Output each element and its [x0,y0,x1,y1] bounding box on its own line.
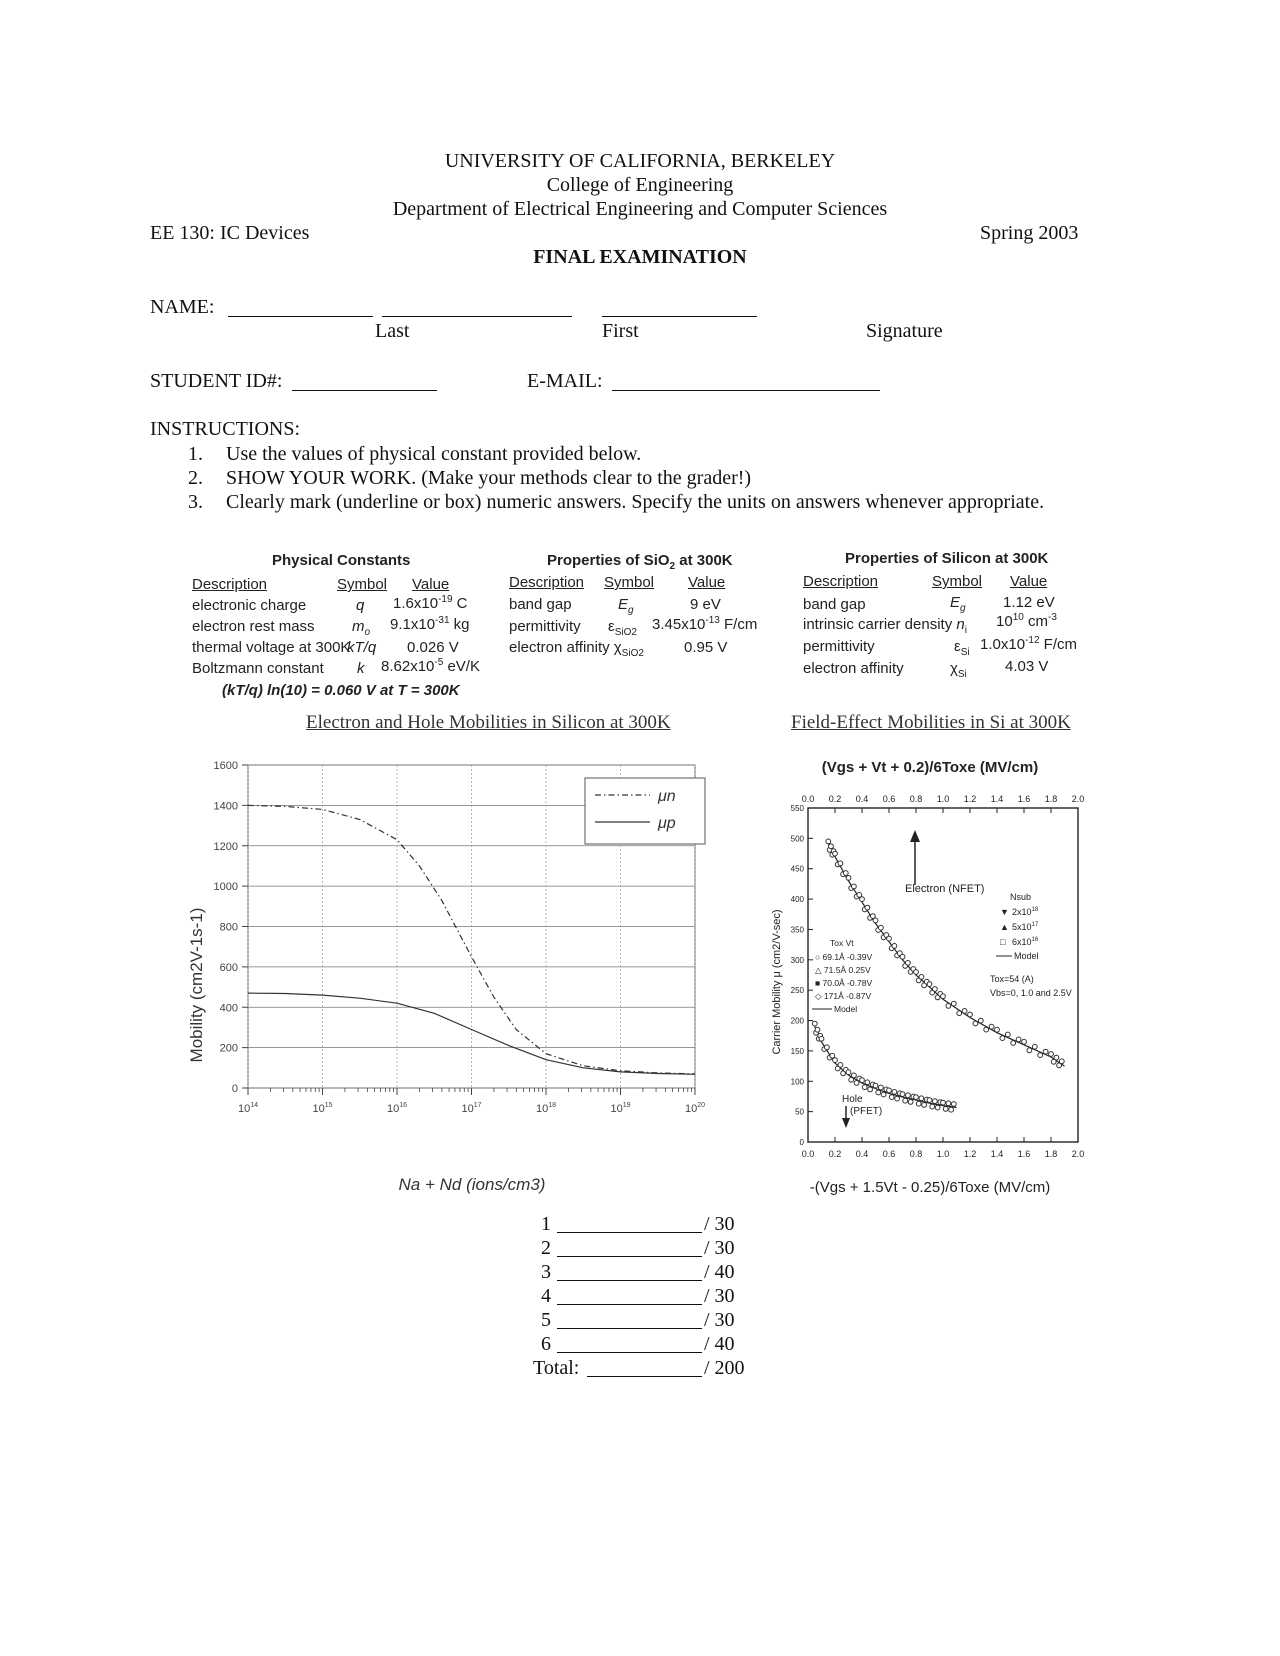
score-blank[interactable] [557,1304,702,1305]
x-tick-label: $10^{18}$ [535,1102,557,1115]
hole-data-point [941,1100,946,1105]
phys-row-desc: thermal voltage at 300K [192,639,351,656]
electron-data-point [1049,1052,1054,1057]
tox-item: ■ 70.0Å -0.78V [815,978,873,988]
si-row-desc: band gap [803,596,866,613]
email-label: E-MAIL: [527,370,603,392]
first-label: First [602,320,639,342]
fet-plot-frame [808,808,1078,1142]
instruction-text-1: Use the values of physical constant provided below. [226,443,642,465]
hole-data-point [900,1092,905,1097]
fet-top-tick-label: 1.4 [990,794,1004,804]
si-header-symbol: Symbol [932,573,983,590]
score-row-max: / 30 [704,1213,735,1235]
fet-top-tick-label: 2.0 [1071,794,1085,804]
score-blank[interactable] [557,1352,702,1353]
fet-x-tick-label: 2.0 [1071,1149,1085,1159]
instruction-num-2: 2. [188,467,203,489]
fet-y-tick-label: 150 [790,1046,804,1056]
si-row-value: 4.03 V [1005,658,1049,675]
score-row-num: 6 [541,1333,551,1355]
electron-data-point [1059,1059,1064,1064]
name-label: NAME: [150,296,215,318]
electron-data-point [852,884,857,889]
fet-x-tick-label: 1.4 [990,1149,1004,1159]
score-row-num: 2 [541,1237,551,1259]
si-row-symbol: $\chi_{Si}$ [950,660,967,680]
fet-top-tick-label: 1.8 [1044,794,1058,804]
fet-x-tick-label: 1.2 [963,1149,977,1159]
y-tick-label: 1600 [213,760,238,772]
hole-data-point [903,1098,908,1103]
score-row-max: / 30 [704,1237,735,1259]
phys-row-desc: electronic charge [192,597,307,614]
fet-top-tick-label: 0.8 [909,794,923,804]
electron-data-point [846,876,851,881]
electron-data-point [833,851,838,856]
sio2-row-value: 9 eV [690,596,721,613]
student-id-blank[interactable] [292,390,437,391]
hole-data-point [933,1099,938,1104]
total-label: Total: [533,1357,580,1379]
phys-footnote: (kT/q) ln(10) = 0.060 V at T = 300K [222,682,460,699]
hole-data-point [873,1083,878,1088]
score-row-max: / 40 [704,1261,735,1283]
hole-data-point [906,1093,911,1098]
si-header-value: Value [1010,573,1048,590]
electron-data-point [843,871,848,876]
electron-data-point [838,861,843,866]
hole-data-point [838,1063,843,1068]
electron-data-point [1032,1044,1037,1049]
si-row-desc: permittivity [803,638,875,655]
fet-y-tick-label: 200 [790,1016,804,1026]
electron-data-point [968,1012,973,1017]
score-row-max: / 40 [704,1333,735,1355]
hole-data-point [919,1096,924,1101]
score-blank[interactable] [557,1232,702,1233]
tox-item: ○ 69.1Å -0.39V [815,952,873,962]
total-max: / 200 [704,1357,745,1379]
instruction-num-1: 1. [188,443,203,465]
si-row-desc: intrinsic carrier density $n_i$ [803,616,967,636]
phys-row-value: 0.026 V [407,639,459,656]
fet-x-tick-label: 0.4 [855,1149,869,1159]
nsub-item: $6x10^{16}$ [1012,937,1039,947]
fet-chart-title: Field-Effect Mobilities in Si at 300K [791,712,1071,733]
pfet-label: (PFET) [850,1106,883,1117]
sio2-table-title: Properties of SiO$_2$ at 300K [547,552,733,572]
tox-model-label: Model [834,1004,858,1014]
fet-y-tick-label: 50 [795,1107,804,1117]
first-name-blank[interactable] [602,316,757,317]
phys-row-value: $1.6x10^{-19}$ C [393,594,468,612]
y-tick-label: 400 [219,1002,238,1015]
vbs-condition: Vbs=0, 1.0 and 2.5V [990,988,1072,998]
hole-data-point [930,1104,935,1109]
fet-y-tick-label: 250 [790,986,804,996]
x-tick-label: $10^{15}$ [312,1102,333,1115]
y-tick-label: 1200 [213,840,238,853]
phys-row-desc: electron rest mass [192,618,315,635]
electron-data-point [1027,1048,1032,1053]
fet-top-axis-label: (Vgs + Vt + 0.2)/6Toxe (MV/cm) [821,759,1039,776]
score-row-max: / 30 [704,1285,735,1307]
electron-data-point [1022,1039,1027,1044]
y-tick-label: 0 [231,1083,238,1095]
electron-data-point [962,1009,967,1014]
sio2-header-description: Description [509,574,585,591]
score-row-num: 1 [541,1213,551,1235]
x-tick-label: $10^{17}$ [461,1102,482,1115]
si-row-desc: electron affinity [803,660,904,677]
electron-data-point [914,970,919,975]
sio2-header-symbol: Symbol [604,574,655,591]
hole-data-point [825,1045,830,1050]
hole-data-point [849,1077,854,1082]
hole-data-point [943,1107,948,1112]
fet-top-tick-label: 0.6 [882,794,896,804]
electron-data-point [1038,1053,1043,1058]
electron-data-point [900,954,905,959]
fet-y-tick-label: 500 [790,834,804,844]
electron-data-point [989,1024,994,1029]
y-tick-label: 800 [219,921,238,934]
electron-data-point [919,975,924,980]
hole-data-point [951,1102,956,1107]
electron-data-point [927,982,932,987]
university-name: UNIVERSITY OF CALIFORNIA, BERKELEY [444,150,836,172]
hole-data-point [914,1095,919,1100]
hole-arrow-head [842,1118,850,1128]
x-tick-label: $10^{19}$ [610,1102,631,1115]
electron-data-point [860,897,865,902]
phys-row-symbol: k [357,660,365,677]
sio2-row-desc: band gap [509,596,572,613]
hole-data-point [852,1073,857,1078]
electron-data-point [1054,1055,1059,1060]
hole-data-point [833,1058,838,1063]
last-label: Last [375,320,410,342]
hole-data-point [895,1096,900,1101]
electron-data-point [879,925,884,930]
nsub-legend [990,892,1072,998]
nsub-item: $5x10^{17}$ [1012,922,1039,932]
mobility-x-axis-label: Na + Nd (ions/cm3) [398,1175,546,1194]
fet-x-tick-label: 1.6 [1017,1149,1031,1159]
y-tick-label: 600 [219,961,238,974]
electron-data-point [1016,1037,1021,1042]
fet-y-tick-label: 350 [790,925,804,935]
tox-item: ◇ 171Å -0.87V [815,991,872,1001]
score-row-max: / 30 [704,1309,735,1331]
si-row-symbol: $\varepsilon_{Si}$ [954,638,970,658]
phys-row-symbol: $m_o$ [352,618,371,638]
hole-data-point [908,1100,913,1105]
fet-x-tick-label: 0.2 [828,1149,842,1159]
hole-data-point [815,1027,820,1032]
fet-top-tick-label: 0.4 [855,794,869,804]
course-title: EE 130: IC Devices [150,222,310,244]
mobility-chart-title: Electron and Hole Mobilities in Silicon at 300K [306,712,671,733]
nsub-item-marker: ▼ [1000,907,1009,917]
fet-top-tick-label: 0.2 [828,794,842,804]
hole-data-point [868,1087,873,1092]
hole-data-point [846,1070,851,1075]
sio2-row-value: 0.95 V [684,639,728,656]
hole-data-point [949,1107,954,1112]
hole-data-point [881,1092,886,1097]
hole-data-point [876,1090,881,1095]
hole-data-point [946,1101,951,1106]
exam-title: FINAL EXAMINATION [533,246,747,268]
phys-header-symbol: Symbol [337,576,388,593]
fet-x-axis-label: -(Vgs + 1.5Vt - 0.25)/6Toxe (MV/cm) [809,1179,1051,1196]
legend-mu-n-label: μn [658,788,676,805]
phys-row-desc: Boltzmann constant [192,660,324,677]
hole-data-point [892,1090,897,1095]
fet-x-tick-label: 0.6 [882,1149,896,1159]
sio2-header-value: Value [688,574,726,591]
tox-condition: Tox=54 (A) [990,974,1034,984]
x-tick-label: $10^{16}$ [386,1102,408,1115]
electron-arrow-head [910,830,920,842]
electron-data-point [1000,1036,1005,1041]
electron-data-point [957,1011,962,1016]
electron-data-point [933,987,938,992]
si-row-value: 1.12 eV [1003,594,1055,611]
sio2-row-desc: permittivity [509,618,581,635]
electron-data-point [865,905,870,910]
electron-data-point [946,1004,951,1009]
si-row-value: $10^{10}$ $cm^{-3}$ [996,612,1057,630]
mobility-legend [585,778,705,844]
score-blank[interactable] [557,1328,702,1329]
phys-header-description: Description [192,576,268,593]
legend-mu-p-label: μp [658,815,676,832]
fet-y-tick-label: 400 [790,895,804,905]
fet-mobility-chart [760,750,1090,1200]
hole-data-point [927,1098,932,1103]
phys-row-symbol: kT/q [347,639,377,656]
hole-data-point [819,1036,824,1041]
tox-header: Tox Vt [830,938,854,948]
student-id-label: STUDENT ID#: [150,370,283,392]
sio2-row-value: $3.45x10^{-13}$ F/cm [652,615,758,633]
hole-data-point [916,1101,921,1106]
tox-legend [812,938,872,1014]
y-tick-label: 1000 [213,881,238,894]
fet-y-tick-label: 450 [790,864,804,874]
electron-data-point [984,1027,989,1032]
nsub-item-marker: ▲ [1000,922,1009,932]
electron-data-point [995,1027,1000,1032]
electron-data-point [873,918,878,923]
sio2-row-symbol: $E_g$ [618,596,634,616]
hole-data-point [854,1081,859,1086]
si-row-value: $1.0x10^{-12}$ F/cm [980,635,1077,653]
fet-top-tick-label: 1.6 [1017,794,1031,804]
si-row-symbol: $E_g$ [950,594,966,614]
si-header-description: Description [803,573,879,590]
score-row-num: 4 [541,1285,551,1307]
score-row-num: 5 [541,1309,551,1331]
silicon-table-title: Properties of Silicon at 300K [845,550,1049,567]
hole-data-point [862,1085,867,1090]
fet-top-tick-label: 1.0 [936,794,950,804]
instruction-num-3: 3. [188,491,203,513]
phys-row-value: $9.1x10^{-31}$ kg [390,615,470,633]
nsub-title: Nsub [1010,892,1032,902]
mobility-y-axis-label: Mobility (cm2V-1s-1) [187,907,206,1063]
legend-box [585,778,705,844]
phys-row-value: $8.62x10^{-5}$ eV/K [381,657,480,675]
electron-data-point [1005,1032,1010,1037]
sio2-row-symbol: $\varepsilon_{SiO2}$ [608,618,637,638]
electron-data-point [941,994,946,999]
email-blank[interactable] [612,390,880,391]
fet-x-tick-label: 0.0 [801,1149,815,1159]
last-name-blank-2[interactable] [382,316,572,317]
sio2-row-desc: electron affinity $\chi_{SiO2}$ [509,639,644,659]
x-tick-label: $10^{14}$ [237,1102,259,1115]
fet-y-tick-label: 300 [790,955,804,965]
score-row-num: 3 [541,1261,551,1283]
fet-x-tick-label: 1.0 [936,1149,950,1159]
y-tick-label: 1400 [213,800,238,813]
nsub-item: $2x10^{18}$ [1012,907,1039,917]
total-blank[interactable] [587,1376,702,1377]
electron-data-point [951,1001,956,1006]
fet-y-tick-label: 550 [790,804,804,813]
hole-data-point [812,1021,817,1026]
fet-y-tick-label: 0 [799,1138,804,1147]
electron-data-point [826,839,831,844]
fet-x-tick-label: 0.8 [909,1149,923,1159]
electron-data-point [829,844,834,849]
electron-nfet-label: Electron (NFET) [905,883,985,895]
electron-data-point [892,944,897,949]
instruction-text-3: Clearly mark (underline or box) numeric answers. Specify the units on answers whenever appropriate. [226,491,1045,513]
fet-x-tick-label: 1.8 [1044,1149,1058,1159]
tox-item: △ 71.5Å 0.25V [815,965,871,975]
nsub-item-marker: □ [1000,937,1006,947]
score-blank[interactable] [557,1280,702,1281]
electron-data-point [1043,1049,1048,1054]
hole-data-point [865,1080,870,1085]
signature-label: Signature [866,320,943,342]
x-tick-label: $10^{20}$ [684,1102,706,1115]
electron-data-point [978,1018,983,1023]
y-tick-label: 200 [219,1042,238,1055]
electron-data-point [1011,1041,1016,1046]
hole-label: Hole [842,1094,863,1105]
electron-data-point [887,936,892,941]
phys-row-symbol: q [356,597,365,614]
hole-data-point [860,1078,865,1083]
college-name: College of Engineering [546,174,734,196]
physical-constants-title: Physical Constants [272,552,411,569]
fet-y-tick-label: 100 [790,1077,804,1087]
hole-data-point [889,1095,894,1100]
instructions-title: INSTRUCTIONS: [150,418,301,440]
hole-data-point [922,1103,927,1108]
exam-term: Spring 2003 [980,222,1079,244]
fet-top-tick-label: 1.2 [963,794,977,804]
department-name: Department of Electrical Engineering and Computer Sciences [392,198,888,220]
hole-data-point [935,1105,940,1110]
fet-y-axis-label: Carrier Mobility μ (cm2/V-sec) [771,909,783,1055]
electron-data-point [973,1021,978,1026]
phys-header-value: Value [412,576,450,593]
mobility-chart [180,750,740,1200]
hole-data-point [887,1088,892,1093]
hole-data-point [879,1085,884,1090]
instruction-text-2: SHOW YOUR WORK. (Make your methods clear to the grader!) [226,467,752,489]
electron-data-point [906,961,911,966]
score-blank[interactable] [557,1256,702,1257]
nsub-model-label: Model [1014,951,1039,961]
fet-top-tick-label: 0.0 [801,794,815,804]
last-name-blank-1[interactable] [228,316,373,317]
